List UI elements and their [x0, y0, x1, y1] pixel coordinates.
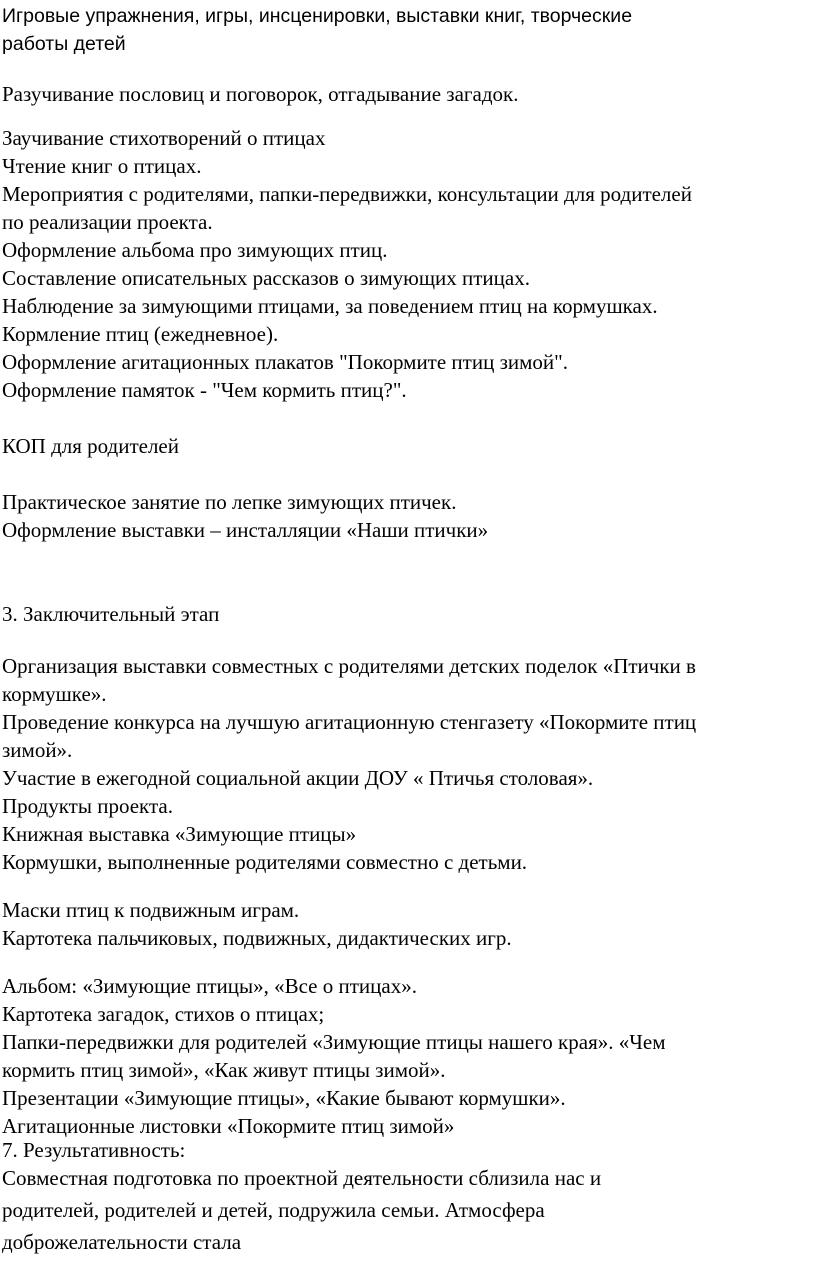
text-line: родителей, родителей и детей, подружила семьи. Атмосфера	[2, 1198, 545, 1222]
text-line: Организация выставки совместных с родителями детских поделок «Птички в	[2, 654, 696, 678]
text-line: Заучивание стихотворений о птицах	[2, 126, 326, 150]
text-line: Участие в ежегодной социальной акции ДОУ « Птичья столовая».	[2, 766, 594, 790]
text-line: Проведение конкурса на лучшую агитационную стенгазету «Покормите птиц	[2, 710, 697, 734]
heading-line: работы детей	[2, 33, 126, 55]
text-line: Картотека пальчиковых, подвижных, дидактических игр.	[2, 926, 512, 950]
text-line: Кормление птиц (ежедневное).	[2, 322, 279, 346]
text-line: Совместная подготовка по проектной деятельности сблизила нас и	[2, 1166, 602, 1190]
text-line: Картотека загадок, стихов о птицах;	[2, 1002, 325, 1026]
text-line: Составление описательных рассказов о зимующих птицах.	[2, 266, 530, 290]
text-line: по реализации проекта.	[2, 210, 213, 234]
text-line: кормушке».	[2, 682, 107, 706]
text-line: Агитационные листовки «Покормите птиц зимой»	[2, 1114, 455, 1138]
section-heading: КОП для родителей	[2, 434, 179, 458]
text-line: Разучивание пословиц и поговорок, отгадывание загадок.	[2, 82, 519, 106]
section-heading: 3. Заключительный этап	[2, 602, 220, 626]
text-line: Продукты проекта.	[2, 794, 173, 818]
text-line: Книжная выставка «Зимующие птицы»	[2, 822, 357, 846]
section-heading: 7. Результативность:	[2, 1138, 186, 1162]
text-line: Оформление выставки – инсталляции «Наши птички»	[2, 518, 489, 542]
text-line: Кормушки, выполненные родителями совместно с детьми.	[2, 850, 528, 874]
text-line: Альбом: «Зимующие птицы», «Все о птицах».	[2, 974, 417, 998]
text-line: Практическое занятие по лепке зимующих птичек.	[2, 490, 457, 514]
text-line: кормить птиц зимой», «Как живут птицы зимой».	[2, 1058, 446, 1082]
text-line: зимой».	[2, 738, 73, 762]
text-line: Мероприятия с родителями, папки-передвижки, консультации для родителей	[2, 182, 692, 206]
text-line: Оформление памяток - "Чем кормить птиц?".	[2, 378, 407, 402]
text-line: Папки-передвижки для родителей «Зимующие птицы нашего края». «Чем	[2, 1030, 666, 1054]
text-line: Маски птиц к подвижным играм.	[2, 898, 300, 922]
text-line: Оформление агитационных плакатов "Покормите птиц зимой".	[2, 350, 568, 374]
heading-line: Игровые упражнения, игры, инсценировки, выставки книг, творческие	[2, 5, 633, 27]
text-line: Наблюдение за зимующими птицами, за поведением птиц на кормушках.	[2, 294, 658, 318]
text-line: Оформление альбома про зимующих птиц.	[2, 238, 388, 262]
text-line: Чтение книг о птицах.	[2, 154, 202, 178]
text-line: доброжелательности стала	[2, 1230, 242, 1254]
text-line: Презентации «Зимующие птицы», «Какие бывают кормушки».	[2, 1086, 566, 1110]
